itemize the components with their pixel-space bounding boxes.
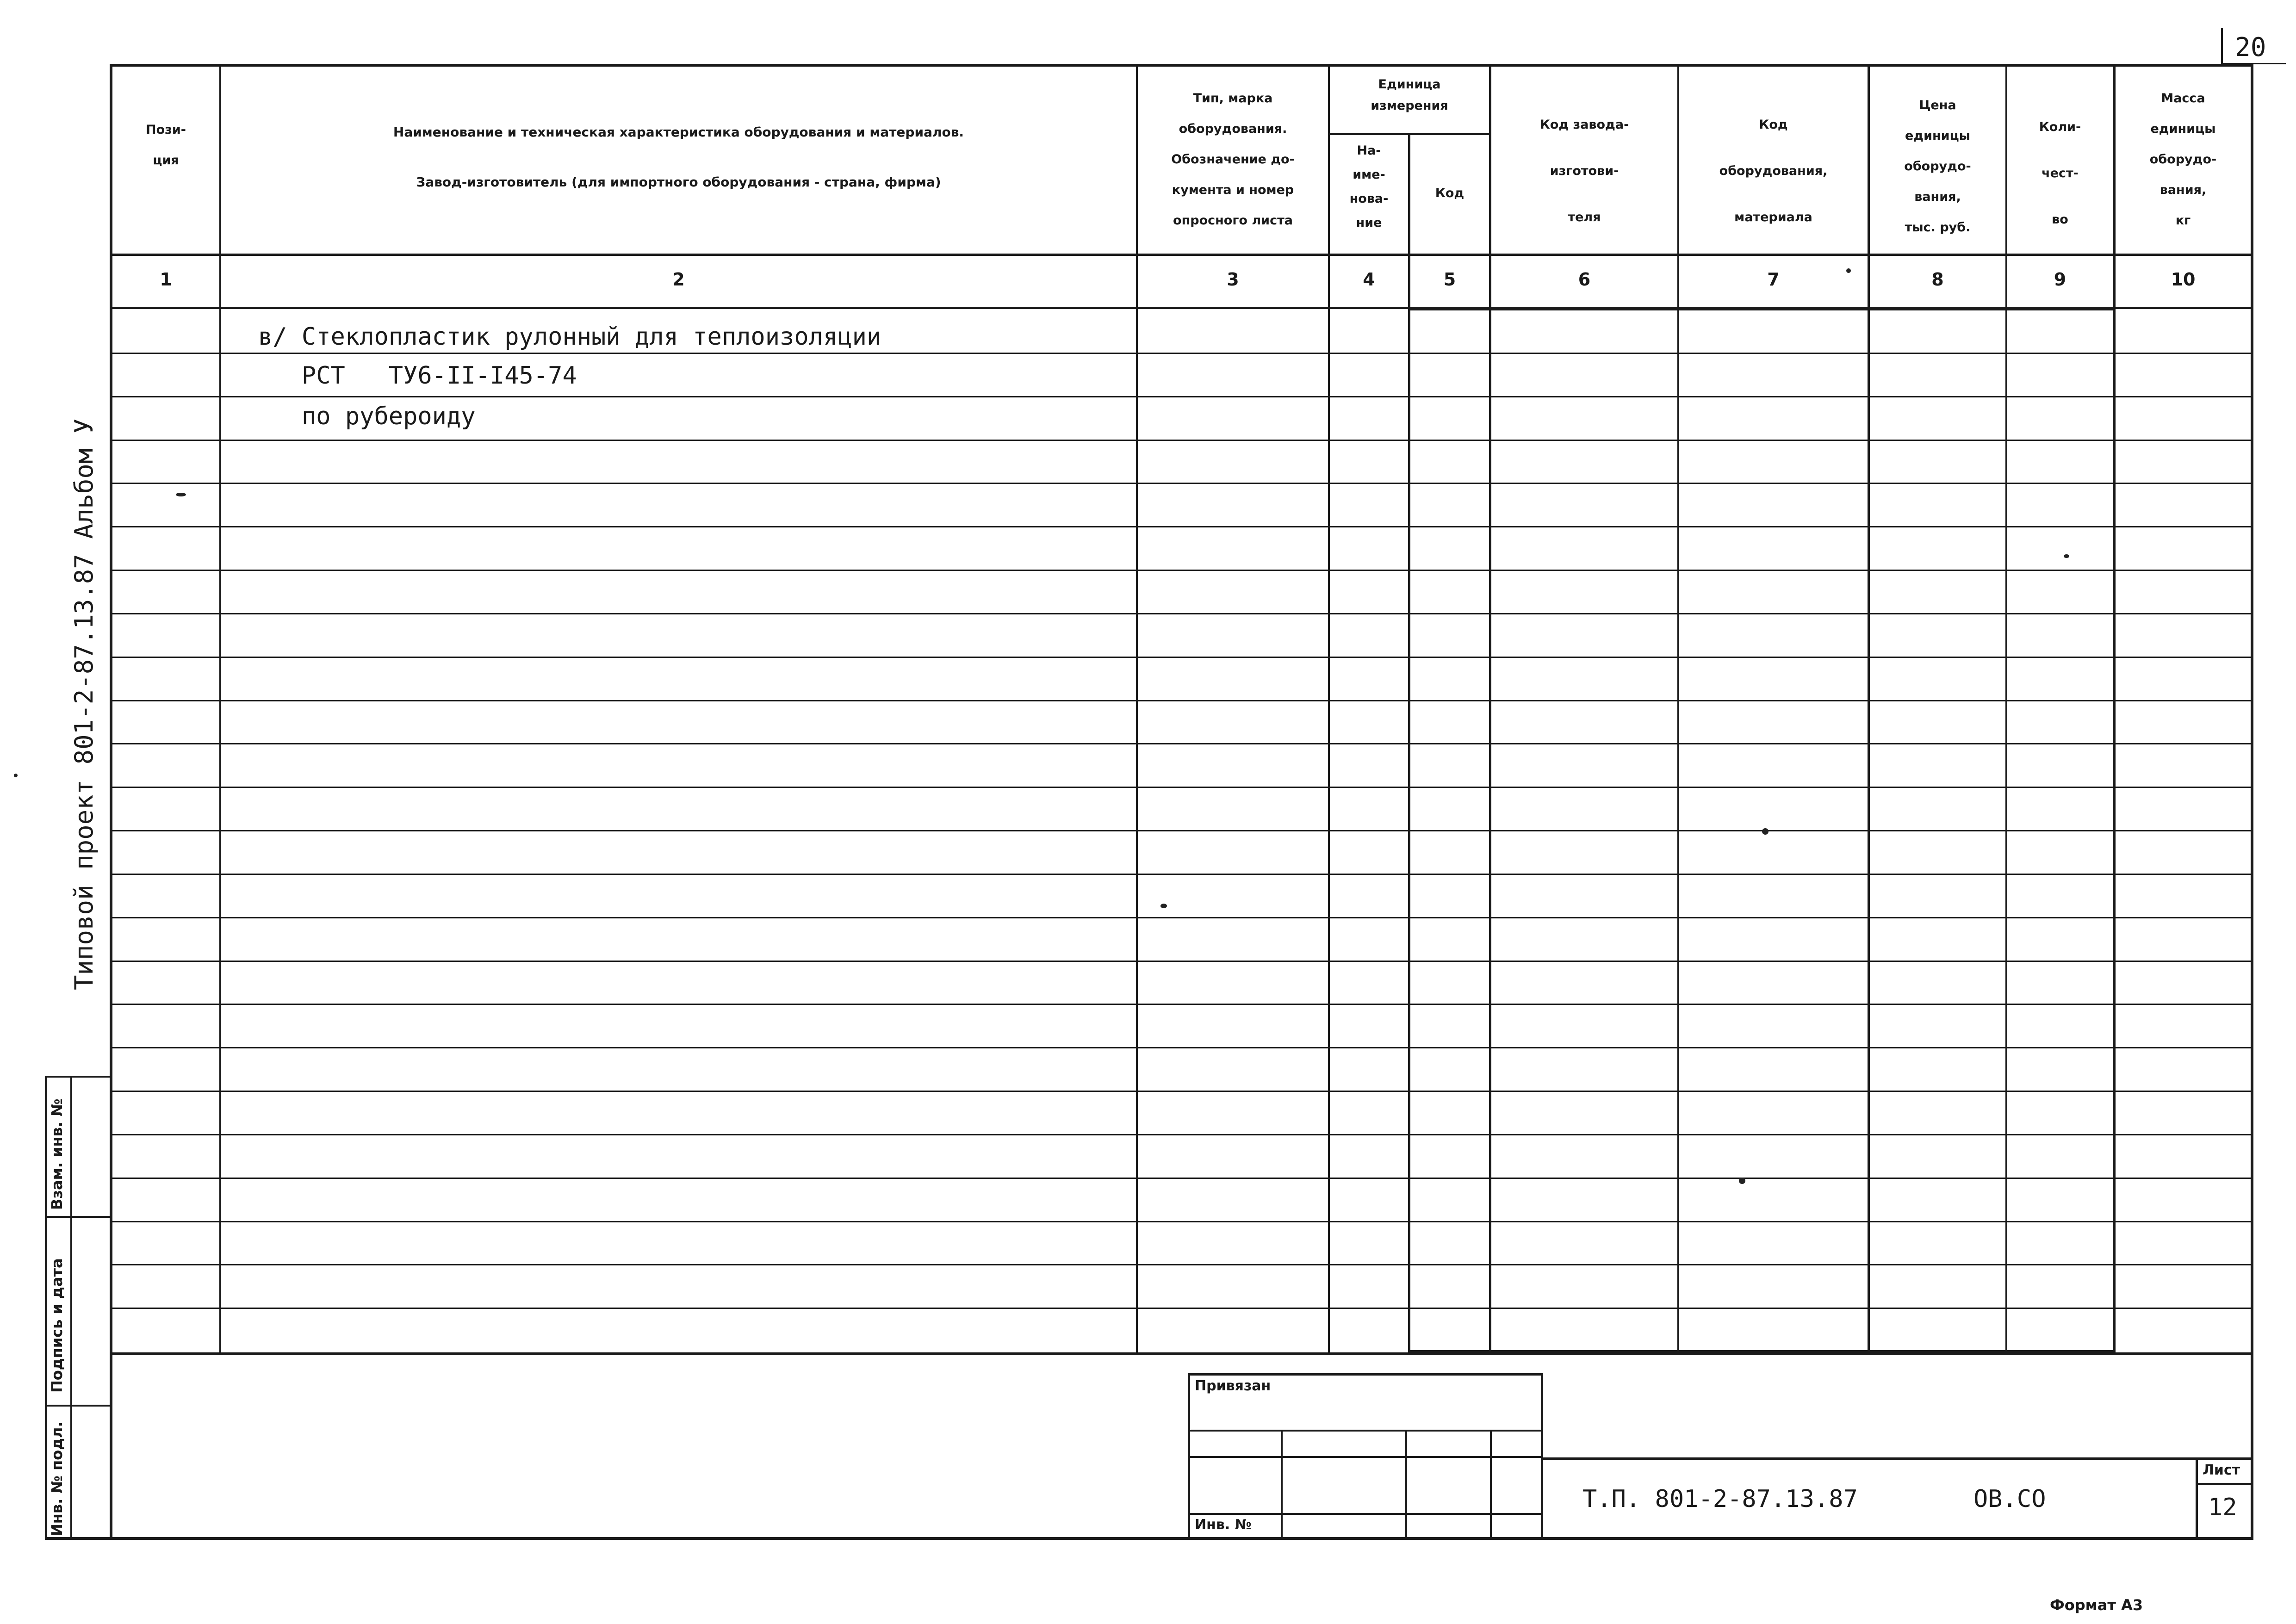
header-equipment-code: [1679, 102, 1868, 241]
item-row-3: по рубероиду: [258, 403, 476, 430]
row-line: [112, 657, 2251, 658]
stamp-div-2: [45, 1405, 112, 1407]
row-line: [112, 1264, 2251, 1265]
header-unit-group: [1330, 74, 1489, 117]
priv-top: [1188, 1373, 1543, 1376]
row-line: [112, 440, 2251, 441]
col-line-9: [2113, 64, 2116, 1355]
header-mass: [2116, 83, 2251, 236]
colnum-4: 4: [1363, 269, 1375, 290]
row-line: [112, 483, 2251, 484]
header-type-l2: оборудования.: [1179, 122, 1287, 136]
row-line: [112, 1178, 2251, 1179]
unit-group-divider: [1328, 133, 1491, 135]
header-unit-name-l2: име-: [1353, 167, 1385, 182]
sheet-number: 12: [2208, 1494, 2237, 1521]
row-line: [112, 874, 2251, 875]
bold-block-top: [1408, 307, 2116, 310]
priv-row-2: [1188, 1456, 1543, 1458]
bold-block-bottom: [1408, 1350, 2116, 1354]
item-row-1: в/ Стеклопластик рулонный для теплоизоляции: [258, 323, 881, 351]
scan-speck: [14, 774, 18, 777]
row-line: [112, 961, 2251, 962]
priv-row-3: [1188, 1513, 1543, 1515]
sheet-cell-left: [2196, 1457, 2198, 1538]
row-line: [112, 1134, 2251, 1135]
header-name-l2: Завод-изготовитель (для импортного оборудования - страна, фирма): [416, 174, 941, 190]
colnum-2: 2: [672, 269, 685, 290]
header-type-l4: кумента и номер: [1172, 183, 1294, 197]
col-line-6: [1677, 64, 1679, 1355]
header-mass-l3: оборудо-: [2149, 152, 2217, 167]
row-line: [112, 1047, 2251, 1048]
header-type-l3: Обозначение до-: [1171, 152, 1295, 167]
stamp-div-1: [45, 1216, 112, 1218]
row-line: [112, 526, 2251, 527]
stamp-main-top: [1541, 1457, 2253, 1460]
stamp-inv-podl: Инв. № подл.: [48, 1421, 66, 1536]
header-equipment-code-l1: Код: [1759, 118, 1788, 132]
colnum-1: 1: [160, 269, 172, 290]
doc-code: Т.П. 801-2-87.13.87: [1582, 1485, 1858, 1513]
header-unit-name: [1330, 139, 1408, 235]
scan-speck: [2064, 554, 2069, 558]
colnum-6: 6: [1578, 269, 1591, 290]
row-line: [112, 1221, 2251, 1222]
table-right-border: [2251, 64, 2253, 1355]
colnum-5: 5: [1443, 269, 1456, 290]
stamp-mid-border: [70, 1076, 72, 1538]
row-line: [112, 700, 2251, 701]
col-line-4: [1408, 134, 1410, 1355]
header-price-l1: Цена: [1919, 98, 1956, 112]
header-plant-code-l3: теля: [1568, 210, 1601, 224]
row-line: [112, 830, 2251, 831]
row-line: [112, 1308, 2251, 1309]
row-line: [112, 353, 2251, 354]
priv-col-2: [1405, 1430, 1407, 1538]
scan-speck: [1846, 268, 1851, 273]
header-unit-name-l1: На-: [1357, 143, 1381, 158]
header-equipment-code-l3: материала: [1734, 210, 1812, 224]
header-unit-l1: Единица: [1378, 77, 1441, 92]
header-quantity-l1: Коли-: [2039, 120, 2081, 134]
col-line-1: [219, 64, 221, 1355]
header-price-l5: тыс. руб.: [1905, 220, 1971, 235]
scan-speck: [1739, 1178, 1745, 1184]
header-plant-code-l1: Код завода-: [1539, 118, 1629, 132]
header-position-l2: ция: [153, 153, 179, 167]
scan-speck: [1762, 828, 1769, 835]
col-line-8: [2005, 64, 2007, 1355]
header-unit-code-l1: Код: [1435, 186, 1464, 200]
header-type: [1138, 83, 1328, 236]
colnum-3: 3: [1227, 269, 1239, 290]
scan-speck: [176, 493, 186, 496]
row-line: [112, 396, 2251, 397]
stamp-inv-zam: Взам. инв. №: [48, 1098, 66, 1210]
priv-row-1: [1188, 1430, 1543, 1432]
col-line-7: [1868, 64, 1870, 1355]
header-bottom-line: [110, 254, 2253, 256]
row-line: [112, 787, 2251, 788]
frame-right-lower: [2251, 1353, 2253, 1538]
row-line: [112, 613, 2251, 614]
table-top-border: [110, 64, 2253, 67]
header-price-l4: вания,: [1914, 190, 1961, 204]
row-line: [112, 570, 2251, 571]
header-plant-code-l2: изготови-: [1550, 164, 1619, 178]
header-mass-l1: Масса: [2161, 91, 2205, 105]
header-quantity-l3: во: [2052, 212, 2068, 227]
header-price: [1870, 90, 2005, 243]
frame-bottom-left: [45, 1537, 2253, 1540]
col-line-5: [1489, 64, 1491, 1355]
header-unit-name-l4: ние: [1356, 216, 1382, 230]
header-name-l1: Наименование и техническая характеристика оборудования и материалов.: [393, 124, 964, 140]
stamp-top: [45, 1076, 112, 1078]
priv-col-3: [1490, 1430, 1492, 1538]
header-position-l1: Пози-: [146, 123, 186, 137]
frame-left-lower: [110, 1353, 112, 1538]
row-line: [112, 743, 2251, 744]
stamp-sign-date: Подпись и дата: [48, 1258, 66, 1393]
col-line-2: [1136, 64, 1138, 1355]
row-line: [112, 1091, 2251, 1092]
header-unit-code: [1410, 178, 1489, 209]
sheet-label: Лист: [2203, 1462, 2240, 1478]
colnum-7: 7: [1767, 269, 1780, 290]
table-left-border: [110, 64, 112, 1355]
inv-no-label: Инв. №: [1195, 1517, 1252, 1533]
item-row-2: РСТ ТУ6-II-I45-74: [258, 362, 577, 390]
header-price-l2: единицы: [1905, 129, 1971, 143]
header-mass-l4: вания,: [2159, 183, 2207, 197]
sheet-number-top: 20: [2235, 32, 2266, 62]
colnum-10: 10: [2171, 269, 2196, 290]
priv-col-1: [1281, 1430, 1283, 1538]
row-line: [112, 917, 2251, 918]
header-quantity: [2007, 104, 2113, 243]
scan-speck: [1160, 904, 1167, 908]
sheetno-box-left: [2221, 28, 2223, 65]
header-position: [112, 115, 219, 176]
doc-mark: ОВ.СО: [1973, 1485, 2046, 1513]
header-mass-l5: кг: [2175, 213, 2191, 228]
format-label: Формат А3: [2050, 1596, 2143, 1614]
col-line-3: [1328, 64, 1330, 1355]
colnum-9: 9: [2054, 269, 2066, 290]
header-plant-code: [1491, 102, 1677, 241]
sheetno-box-bottom: [2221, 63, 2286, 64]
header-quantity-l2: чест-: [2042, 166, 2079, 180]
header-name: [221, 107, 1136, 207]
header-type-l5: опросного листа: [1173, 213, 1293, 228]
header-price-l3: оборудо-: [1904, 159, 1971, 174]
row-line: [112, 1004, 2251, 1005]
header-unit-name-l3: нова-: [1349, 192, 1389, 206]
header-type-l1: Тип, марка: [1193, 91, 1273, 105]
sheet-cell-div: [2196, 1483, 2253, 1485]
header-equipment-code-l2: оборудования,: [1719, 164, 1828, 178]
side-project-title: Типовой проект 801-2-87.13.87 Альбом У: [69, 418, 99, 990]
colnum-8: 8: [1931, 269, 1944, 290]
stamp-left-border: [45, 1076, 47, 1538]
header-unit-l2: измерения: [1371, 99, 1448, 113]
header-mass-l2: единицы: [2150, 122, 2216, 136]
privyazan-label: Привязан: [1195, 1378, 1271, 1394]
